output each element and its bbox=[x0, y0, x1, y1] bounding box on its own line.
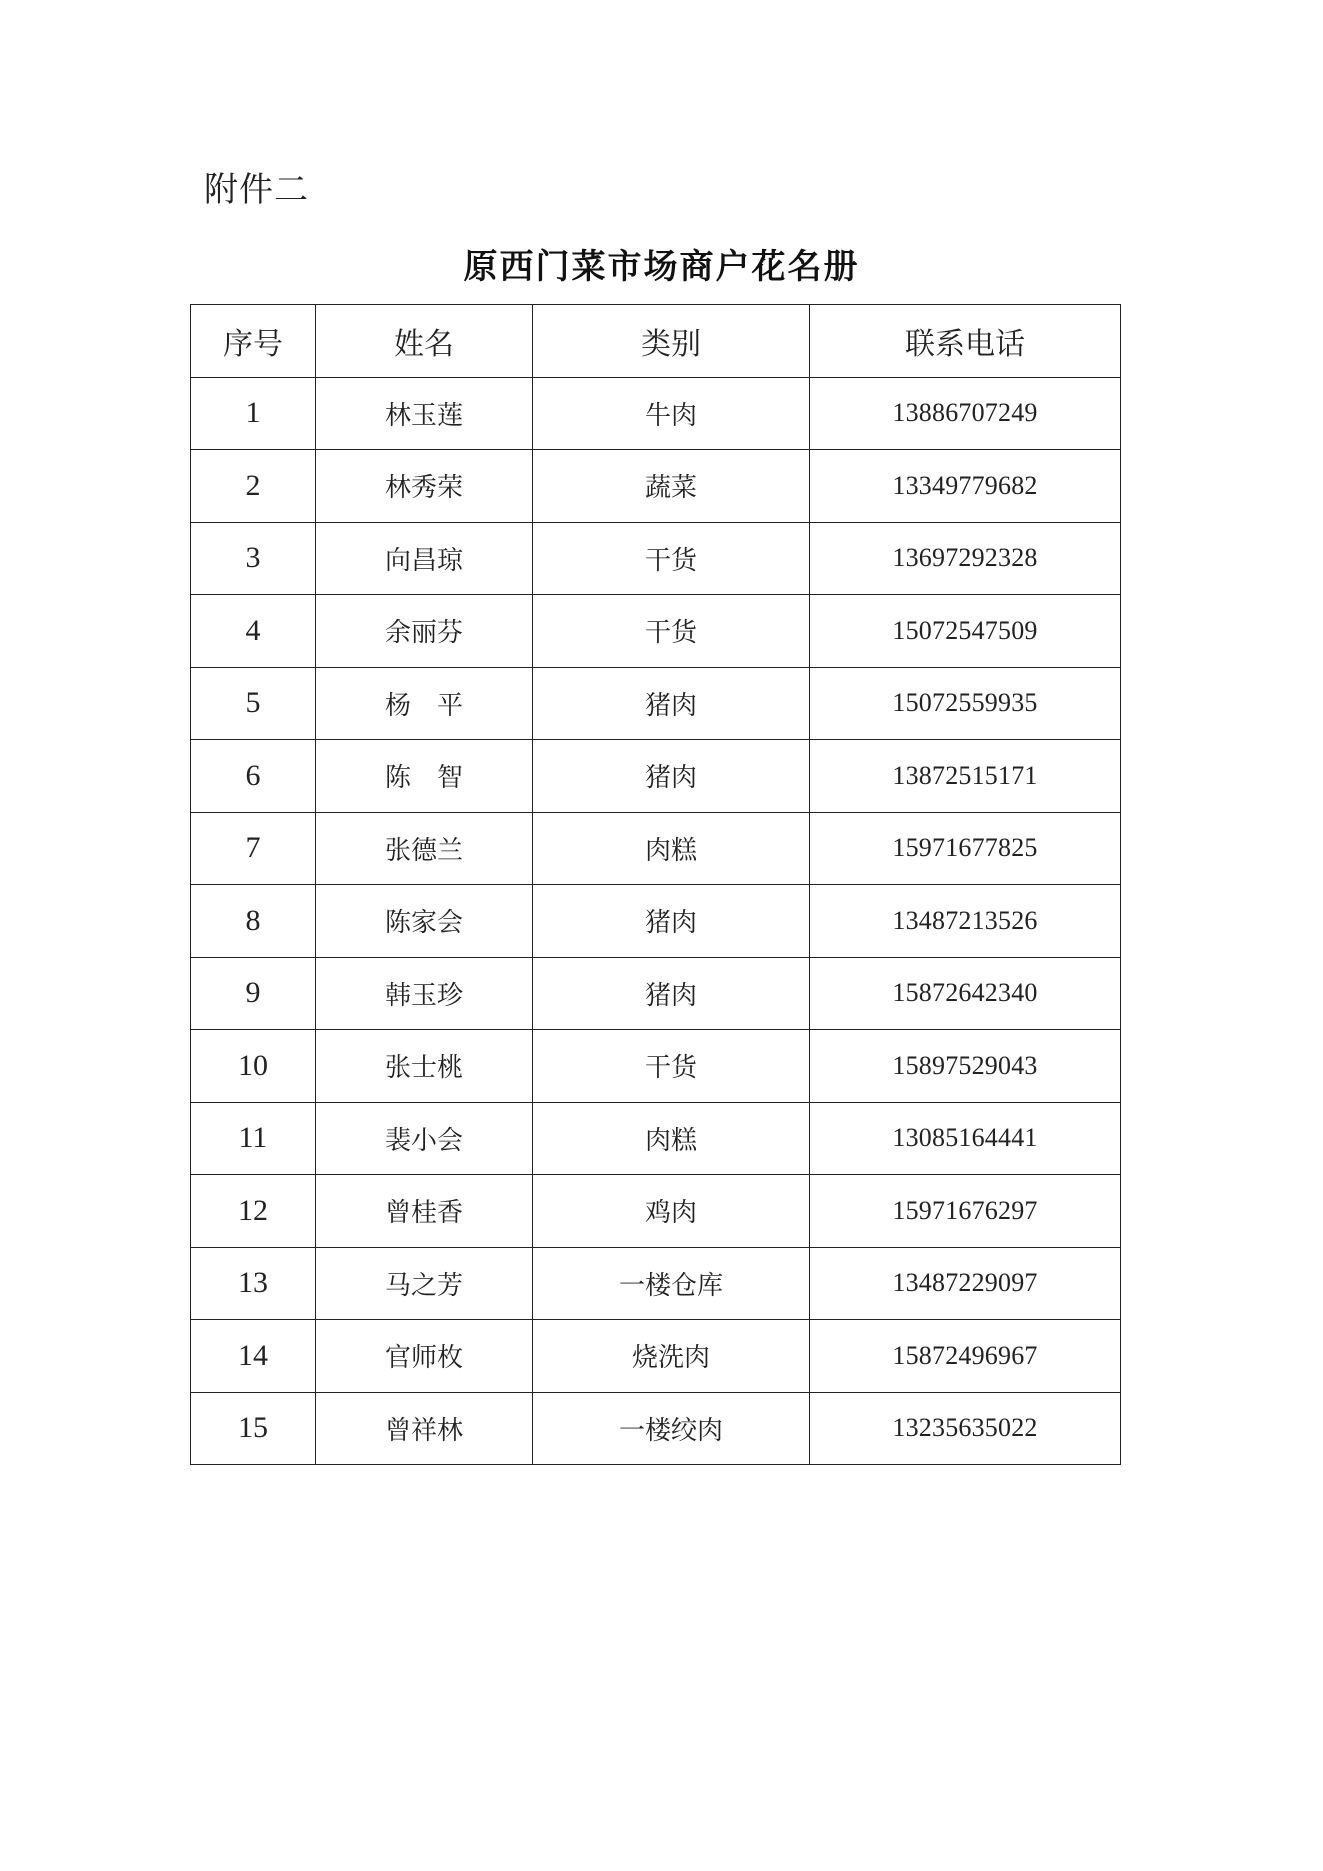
cell-phone: 15971676297 bbox=[810, 1175, 1121, 1248]
cell-index: 6 bbox=[191, 740, 316, 813]
cell-category: 猪肉 bbox=[533, 885, 810, 958]
cell-phone: 15872642340 bbox=[810, 957, 1121, 1030]
header-category: 类别 bbox=[533, 305, 810, 378]
cell-category: 猪肉 bbox=[533, 957, 810, 1030]
cell-phone: 13872515171 bbox=[810, 740, 1121, 813]
table-row bbox=[191, 1247, 1121, 1320]
header-index: 序号 bbox=[191, 305, 316, 378]
cell-name: 官师枚 bbox=[316, 1320, 533, 1393]
cell-category: 牛肉 bbox=[533, 377, 810, 450]
cell-index: 15 bbox=[191, 1392, 316, 1465]
cell-index: 13 bbox=[191, 1247, 316, 1320]
cell-name: 马之芳 bbox=[316, 1247, 533, 1320]
cell-index: 4 bbox=[191, 595, 316, 668]
cell-category: 猪肉 bbox=[533, 667, 810, 740]
table-row bbox=[191, 1392, 1121, 1465]
cell-phone: 13487213526 bbox=[810, 885, 1121, 958]
cell-name: 杨 平 bbox=[316, 667, 533, 740]
cell-category: 肉糕 bbox=[533, 812, 810, 885]
cell-name: 张士桃 bbox=[316, 1030, 533, 1103]
cell-phone: 13349779682 bbox=[810, 450, 1121, 523]
cell-index: 3 bbox=[191, 522, 316, 595]
cell-phone: 13085164441 bbox=[810, 1102, 1121, 1175]
cell-category: 一楼绞肉 bbox=[533, 1392, 810, 1465]
table-row bbox=[191, 450, 1121, 523]
cell-index: 11 bbox=[191, 1102, 316, 1175]
cell-phone: 15897529043 bbox=[810, 1030, 1121, 1103]
cell-name: 张德兰 bbox=[316, 812, 533, 885]
merchant-roster-table bbox=[190, 304, 1121, 1465]
table-row bbox=[191, 595, 1121, 668]
cell-name: 曾桂香 bbox=[316, 1175, 533, 1248]
cell-category: 一楼仓库 bbox=[533, 1247, 810, 1320]
cell-name: 裴小会 bbox=[316, 1102, 533, 1175]
cell-phone: 13487229097 bbox=[810, 1247, 1121, 1320]
cell-name: 林玉莲 bbox=[316, 377, 533, 450]
cell-category: 烧洗肉 bbox=[533, 1320, 810, 1393]
cell-name: 林秀荣 bbox=[316, 450, 533, 523]
table-body bbox=[191, 377, 1121, 1465]
table-row bbox=[191, 522, 1121, 595]
cell-phone: 15971677825 bbox=[810, 812, 1121, 885]
cell-phone: 15072559935 bbox=[810, 667, 1121, 740]
table-row bbox=[191, 1175, 1121, 1248]
cell-index: 10 bbox=[191, 1030, 316, 1103]
cell-category: 干货 bbox=[533, 1030, 810, 1103]
document-title: 原西门菜市场商户花名册 bbox=[463, 247, 860, 287]
cell-name: 陈家会 bbox=[316, 885, 533, 958]
cell-category: 鸡肉 bbox=[533, 1175, 810, 1248]
cell-name: 向昌琼 bbox=[316, 522, 533, 595]
cell-index: 14 bbox=[191, 1320, 316, 1393]
cell-name: 余丽芬 bbox=[316, 595, 533, 668]
cell-category: 肉糕 bbox=[533, 1102, 810, 1175]
table-row bbox=[191, 957, 1121, 1030]
cell-category: 猪肉 bbox=[533, 740, 810, 813]
cell-category: 干货 bbox=[533, 522, 810, 595]
table-header-row bbox=[191, 305, 1121, 378]
cell-category: 蔬菜 bbox=[533, 450, 810, 523]
table-row bbox=[191, 1102, 1121, 1175]
cell-index: 5 bbox=[191, 667, 316, 740]
header-name: 姓名 bbox=[316, 305, 533, 378]
table-row bbox=[191, 885, 1121, 958]
cell-phone: 13886707249 bbox=[810, 377, 1121, 450]
cell-phone: 15872496967 bbox=[810, 1320, 1121, 1393]
cell-name: 韩玉珍 bbox=[316, 957, 533, 1030]
table-row bbox=[191, 812, 1121, 885]
cell-index: 7 bbox=[191, 812, 316, 885]
table-row bbox=[191, 740, 1121, 813]
table-row bbox=[191, 1030, 1121, 1103]
cell-phone: 13697292328 bbox=[810, 522, 1121, 595]
cell-index: 1 bbox=[191, 377, 316, 450]
table-row bbox=[191, 377, 1121, 450]
cell-index: 12 bbox=[191, 1175, 316, 1248]
table-row bbox=[191, 1320, 1121, 1393]
header-phone: 联系电话 bbox=[810, 305, 1121, 378]
cell-index: 2 bbox=[191, 450, 316, 523]
attachment-label: 附件二 bbox=[204, 170, 309, 210]
cell-phone: 15072547509 bbox=[810, 595, 1121, 668]
cell-category: 干货 bbox=[533, 595, 810, 668]
cell-index: 9 bbox=[191, 957, 316, 1030]
cell-phone: 13235635022 bbox=[810, 1392, 1121, 1465]
cell-index: 8 bbox=[191, 885, 316, 958]
cell-name: 陈 智 bbox=[316, 740, 533, 813]
table-row bbox=[191, 667, 1121, 740]
cell-name: 曾祥林 bbox=[316, 1392, 533, 1465]
